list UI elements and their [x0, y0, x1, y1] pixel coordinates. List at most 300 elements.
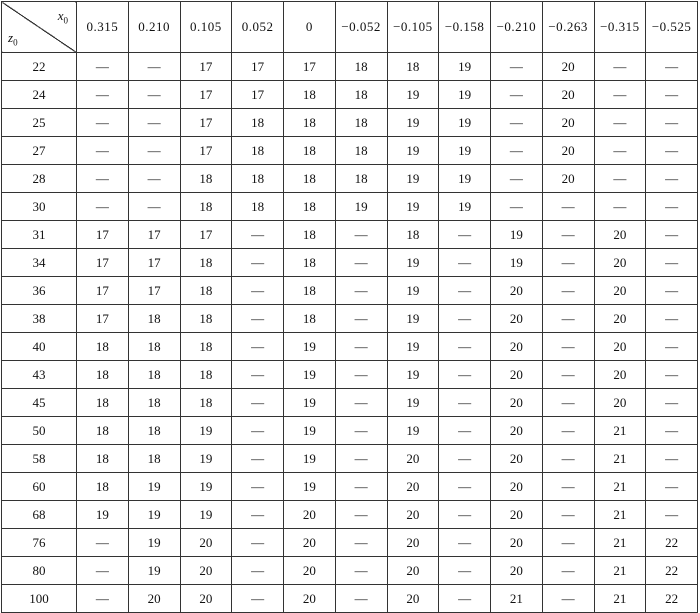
- table-cell: 18: [180, 249, 232, 277]
- table-cell: 20: [542, 81, 594, 109]
- table-cell: 17: [128, 249, 180, 277]
- table-cell: —: [542, 557, 594, 585]
- table-cell: 17: [180, 221, 232, 249]
- table-cell: 22: [646, 557, 698, 585]
- table-cell: 18: [128, 361, 180, 389]
- table-cell: —: [646, 137, 698, 165]
- column-header: 0.315: [77, 2, 129, 53]
- table-cell: —: [232, 501, 284, 529]
- table-cell: —: [491, 109, 543, 137]
- corner-x-symbol: x: [57, 8, 64, 23]
- table-cell: 18: [284, 165, 336, 193]
- table-cell: —: [335, 557, 387, 585]
- table-cell: —: [542, 221, 594, 249]
- table-cell: 18: [232, 109, 284, 137]
- table-cell: —: [542, 389, 594, 417]
- table-cell: 18: [232, 137, 284, 165]
- table-cell: 18: [128, 333, 180, 361]
- table-cell: 19: [180, 473, 232, 501]
- table-cell: 21: [594, 529, 646, 557]
- table-cell: —: [646, 361, 698, 389]
- table-cell: —: [646, 109, 698, 137]
- table-cell: —: [439, 361, 491, 389]
- row-header-cell: 76: [2, 529, 77, 557]
- table-cell: 20: [284, 557, 336, 585]
- table-cell: 17: [77, 249, 129, 277]
- table-cell: 19: [387, 361, 439, 389]
- table-cell: 18: [77, 389, 129, 417]
- table-cell: —: [439, 417, 491, 445]
- table-cell: 20: [594, 389, 646, 417]
- table-cell: 17: [284, 53, 336, 81]
- table-cell: —: [542, 361, 594, 389]
- table-cell: 19: [387, 277, 439, 305]
- table-cell: —: [646, 193, 698, 221]
- table-cell: 20: [387, 529, 439, 557]
- table-cell: 18: [180, 193, 232, 221]
- table-row: [2, 389, 698, 417]
- table-cell: 21: [594, 417, 646, 445]
- row-header-cell: 30: [2, 193, 77, 221]
- row-header-cell: 45: [2, 389, 77, 417]
- table-cell: 18: [128, 305, 180, 333]
- table-cell: —: [232, 417, 284, 445]
- table-cell: 20: [180, 585, 232, 613]
- row-header-cell: 24: [2, 81, 77, 109]
- table-cell: 20: [387, 557, 439, 585]
- table-cell: —: [646, 305, 698, 333]
- table-cell: 18: [387, 221, 439, 249]
- table-cell: 19: [387, 81, 439, 109]
- table-cell: —: [77, 557, 129, 585]
- row-header-cell: 68: [2, 501, 77, 529]
- row-header-cell: 31: [2, 221, 77, 249]
- table-cell: —: [232, 557, 284, 585]
- table-cell: 20: [491, 389, 543, 417]
- table-cell: 20: [542, 53, 594, 81]
- table-cell: 19: [387, 193, 439, 221]
- table-cell: —: [335, 585, 387, 613]
- table-cell: 17: [128, 277, 180, 305]
- table-cell: —: [335, 445, 387, 473]
- table-cell: —: [232, 221, 284, 249]
- table-cell: —: [439, 501, 491, 529]
- table-cell: —: [232, 473, 284, 501]
- table-cell: 17: [232, 81, 284, 109]
- table-cell: —: [542, 501, 594, 529]
- table-cell: —: [542, 305, 594, 333]
- table-cell: —: [646, 53, 698, 81]
- table-cell: 18: [335, 81, 387, 109]
- table-row: [2, 557, 698, 585]
- table-cell: 20: [491, 473, 543, 501]
- table-cell: —: [128, 109, 180, 137]
- table-cell: —: [439, 221, 491, 249]
- table-cell: —: [646, 501, 698, 529]
- table-cell: 18: [128, 445, 180, 473]
- table-row: [2, 305, 698, 333]
- table-cell: —: [439, 585, 491, 613]
- table-cell: 22: [646, 585, 698, 613]
- table-cell: —: [594, 137, 646, 165]
- table-cell: 17: [77, 221, 129, 249]
- table-cell: 17: [180, 81, 232, 109]
- column-header: −0.525: [646, 2, 698, 53]
- table-cell: —: [77, 137, 129, 165]
- row-header-cell: 34: [2, 249, 77, 277]
- table-cell: —: [335, 277, 387, 305]
- table-cell: 19: [439, 109, 491, 137]
- row-header-cell: 40: [2, 333, 77, 361]
- table-cell: 20: [594, 305, 646, 333]
- table-header: [2, 2, 698, 53]
- table-row: [2, 501, 698, 529]
- table-cell: 20: [284, 501, 336, 529]
- table-cell: —: [542, 473, 594, 501]
- table-cell: —: [335, 221, 387, 249]
- table-cell: —: [335, 529, 387, 557]
- corner-z-subscript: 0: [13, 38, 18, 48]
- table-cell: —: [77, 165, 129, 193]
- table-cell: —: [335, 389, 387, 417]
- corner-x-subscript: 0: [63, 15, 68, 26]
- table-row: [2, 473, 698, 501]
- table-cell: 19: [180, 501, 232, 529]
- table-cell: —: [439, 445, 491, 473]
- table-cell: 18: [77, 361, 129, 389]
- table-cell: 18: [180, 277, 232, 305]
- table-cell: —: [439, 249, 491, 277]
- table-cell: 20: [387, 501, 439, 529]
- table-row: [2, 529, 698, 557]
- table-cell: —: [594, 53, 646, 81]
- table-cell: 20: [542, 109, 594, 137]
- table-cell: —: [491, 53, 543, 81]
- corner-x-label: [58, 8, 68, 26]
- table-cell: 18: [335, 165, 387, 193]
- table-cell: 20: [387, 585, 439, 613]
- table-cell: —: [542, 193, 594, 221]
- table-cell: —: [232, 249, 284, 277]
- table-cell: 18: [180, 305, 232, 333]
- table-row: [2, 417, 698, 445]
- table-cell: 21: [594, 473, 646, 501]
- table-cell: 19: [128, 501, 180, 529]
- table-cell: —: [542, 529, 594, 557]
- table-cell: 19: [439, 53, 491, 81]
- row-header-cell: 38: [2, 305, 77, 333]
- column-header: 0.105: [180, 2, 232, 53]
- table-cell: —: [439, 473, 491, 501]
- table-cell: —: [594, 109, 646, 137]
- table-cell: 19: [387, 249, 439, 277]
- table-cell: 19: [439, 165, 491, 193]
- table-cell: 17: [180, 53, 232, 81]
- table-cell: —: [542, 417, 594, 445]
- data-table: [1, 1, 698, 613]
- row-header-cell: 22: [2, 53, 77, 81]
- table-cell: 20: [491, 333, 543, 361]
- row-header-cell: 27: [2, 137, 77, 165]
- table-cell: 20: [491, 305, 543, 333]
- table-cell: —: [646, 445, 698, 473]
- table-row: [2, 81, 698, 109]
- table-cell: 18: [335, 109, 387, 137]
- table-cell: —: [439, 305, 491, 333]
- column-header: −0.052: [335, 2, 387, 53]
- table-cell: —: [128, 81, 180, 109]
- table-cell: —: [542, 445, 594, 473]
- table-cell: 19: [491, 249, 543, 277]
- table-cell: 21: [491, 585, 543, 613]
- table-cell: 19: [284, 417, 336, 445]
- table-cell: 19: [284, 389, 336, 417]
- table-cell: 18: [77, 333, 129, 361]
- table-row: [2, 249, 698, 277]
- column-header: −0.105: [387, 2, 439, 53]
- table-cell: —: [594, 81, 646, 109]
- table-cell: 19: [387, 165, 439, 193]
- table-cell: —: [77, 193, 129, 221]
- table-cell: 18: [284, 305, 336, 333]
- table-cell: —: [232, 389, 284, 417]
- table-cell: 20: [542, 137, 594, 165]
- table-cell: —: [491, 193, 543, 221]
- table-cell: 18: [284, 193, 336, 221]
- table-cell: 20: [180, 529, 232, 557]
- table-cell: 20: [180, 557, 232, 585]
- table-cell: 18: [335, 53, 387, 81]
- column-header: −0.315: [594, 2, 646, 53]
- table-cell: 20: [594, 277, 646, 305]
- table-cell: 19: [180, 417, 232, 445]
- table-cell: 20: [491, 529, 543, 557]
- table-cell: —: [335, 501, 387, 529]
- table-cell: 20: [284, 529, 336, 557]
- table-cell: 19: [335, 193, 387, 221]
- table-cell: 18: [284, 249, 336, 277]
- table-cell: 18: [284, 221, 336, 249]
- table-cell: 19: [387, 389, 439, 417]
- table-cell: 20: [491, 557, 543, 585]
- table-row: [2, 137, 698, 165]
- table-cell: —: [232, 529, 284, 557]
- table-cell: 18: [128, 417, 180, 445]
- table-cell: 22: [646, 529, 698, 557]
- table-cell: —: [542, 333, 594, 361]
- table-cell: —: [594, 193, 646, 221]
- table-cell: 19: [128, 529, 180, 557]
- table-cell: 21: [594, 557, 646, 585]
- table-cell: 20: [387, 473, 439, 501]
- table-cell: 19: [180, 445, 232, 473]
- header-row: [2, 2, 698, 53]
- table-cell: 18: [180, 165, 232, 193]
- row-header-cell: 25: [2, 109, 77, 137]
- table-cell: —: [646, 389, 698, 417]
- table-cell: —: [491, 165, 543, 193]
- table-cell: 18: [284, 109, 336, 137]
- table-cell: 19: [284, 473, 336, 501]
- table-cell: 21: [594, 585, 646, 613]
- table-cell: —: [646, 221, 698, 249]
- table-cell: 19: [387, 137, 439, 165]
- table-cell: —: [646, 249, 698, 277]
- table-cell: 19: [284, 361, 336, 389]
- table-cell: 20: [387, 445, 439, 473]
- table-row: [2, 193, 698, 221]
- table-cell: 19: [128, 557, 180, 585]
- table-cell: —: [232, 445, 284, 473]
- table-cell: —: [594, 165, 646, 193]
- corner-z-label: [8, 30, 18, 48]
- table-cell: —: [439, 557, 491, 585]
- table-cell: 20: [491, 361, 543, 389]
- table-cell: 17: [128, 221, 180, 249]
- table-row: [2, 109, 698, 137]
- table-cell: 20: [594, 333, 646, 361]
- table-body: [2, 53, 698, 613]
- table-cell: 18: [180, 333, 232, 361]
- table-cell: —: [646, 333, 698, 361]
- table-cell: —: [335, 333, 387, 361]
- table-cell: —: [77, 109, 129, 137]
- table-row: [2, 53, 698, 81]
- table-cell: —: [77, 585, 129, 613]
- table-cell: 17: [180, 109, 232, 137]
- table-cell: —: [232, 305, 284, 333]
- table-cell: 19: [77, 501, 129, 529]
- table-cell: —: [77, 53, 129, 81]
- table-cell: —: [128, 165, 180, 193]
- table-cell: —: [77, 81, 129, 109]
- table-row: [2, 165, 698, 193]
- table-cell: 20: [491, 445, 543, 473]
- table-cell: —: [335, 249, 387, 277]
- table-cell: —: [232, 585, 284, 613]
- table-cell: 20: [594, 361, 646, 389]
- table-cell: —: [232, 277, 284, 305]
- corner-header-cell: [2, 2, 77, 53]
- table-cell: 19: [491, 221, 543, 249]
- table-cell: —: [439, 529, 491, 557]
- table-cell: 19: [439, 137, 491, 165]
- table-cell: 18: [232, 193, 284, 221]
- table-cell: —: [646, 277, 698, 305]
- table-row: [2, 277, 698, 305]
- table-cell: —: [542, 277, 594, 305]
- table-cell: 20: [594, 249, 646, 277]
- table-cell: 21: [594, 445, 646, 473]
- table-cell: 18: [284, 277, 336, 305]
- table-cell: 20: [542, 165, 594, 193]
- table-cell: 20: [491, 277, 543, 305]
- table-cell: 18: [284, 81, 336, 109]
- table-cell: 19: [284, 333, 336, 361]
- table-cell: 21: [594, 501, 646, 529]
- table-cell: —: [542, 585, 594, 613]
- table-cell: —: [646, 81, 698, 109]
- row-header-cell: 36: [2, 277, 77, 305]
- table-cell: 19: [387, 109, 439, 137]
- table-cell: —: [335, 473, 387, 501]
- table-row: [2, 585, 698, 613]
- table-cell: —: [439, 277, 491, 305]
- table-cell: 18: [284, 137, 336, 165]
- table-row: [2, 445, 698, 473]
- table-cell: 18: [180, 389, 232, 417]
- table-cell: —: [646, 417, 698, 445]
- table-cell: 20: [491, 501, 543, 529]
- table-cell: —: [128, 137, 180, 165]
- table-cell: 18: [232, 165, 284, 193]
- table-cell: 20: [284, 585, 336, 613]
- table-cell: —: [646, 473, 698, 501]
- corner-z-symbol: z: [8, 30, 14, 46]
- table-cell: 18: [335, 137, 387, 165]
- column-header: −0.263: [542, 2, 594, 53]
- column-header: 0.052: [232, 2, 284, 53]
- table-cell: —: [542, 249, 594, 277]
- table-cell: 18: [77, 473, 129, 501]
- table-cell: 17: [77, 277, 129, 305]
- table-cell: 17: [232, 53, 284, 81]
- row-header-cell: 80: [2, 557, 77, 585]
- table-cell: —: [128, 193, 180, 221]
- table-cell: 19: [439, 81, 491, 109]
- column-header: −0.158: [439, 2, 491, 53]
- column-header: 0: [284, 2, 336, 53]
- table-cell: —: [335, 361, 387, 389]
- row-header-cell: 50: [2, 417, 77, 445]
- table-cell: 18: [77, 417, 129, 445]
- column-header: 0.210: [128, 2, 180, 53]
- table-cell: 20: [128, 585, 180, 613]
- row-header-cell: 28: [2, 165, 77, 193]
- table-cell: 19: [284, 445, 336, 473]
- table-cell: 20: [491, 417, 543, 445]
- row-header-cell: 58: [2, 445, 77, 473]
- table-cell: 19: [387, 333, 439, 361]
- table-cell: —: [491, 81, 543, 109]
- row-header-cell: 43: [2, 361, 77, 389]
- table-cell: 19: [128, 473, 180, 501]
- table-cell: 20: [594, 221, 646, 249]
- row-header-cell: 60: [2, 473, 77, 501]
- column-header: −0.210: [491, 2, 543, 53]
- table-cell: —: [232, 361, 284, 389]
- table-cell: —: [491, 137, 543, 165]
- table-cell: 18: [180, 361, 232, 389]
- table-row: [2, 361, 698, 389]
- table-row: [2, 333, 698, 361]
- table-cell: 18: [77, 445, 129, 473]
- row-header-cell: 100: [2, 585, 77, 613]
- table-cell: —: [335, 305, 387, 333]
- table-cell: 17: [180, 137, 232, 165]
- table-cell: 19: [387, 305, 439, 333]
- table-cell: 18: [128, 389, 180, 417]
- table-cell: —: [128, 53, 180, 81]
- table-row: [2, 221, 698, 249]
- table-cell: 17: [77, 305, 129, 333]
- table-cell: —: [77, 529, 129, 557]
- table-cell: 19: [439, 193, 491, 221]
- table-cell: 18: [387, 53, 439, 81]
- table-cell: 19: [387, 417, 439, 445]
- table-cell: —: [335, 417, 387, 445]
- table-cell: —: [439, 333, 491, 361]
